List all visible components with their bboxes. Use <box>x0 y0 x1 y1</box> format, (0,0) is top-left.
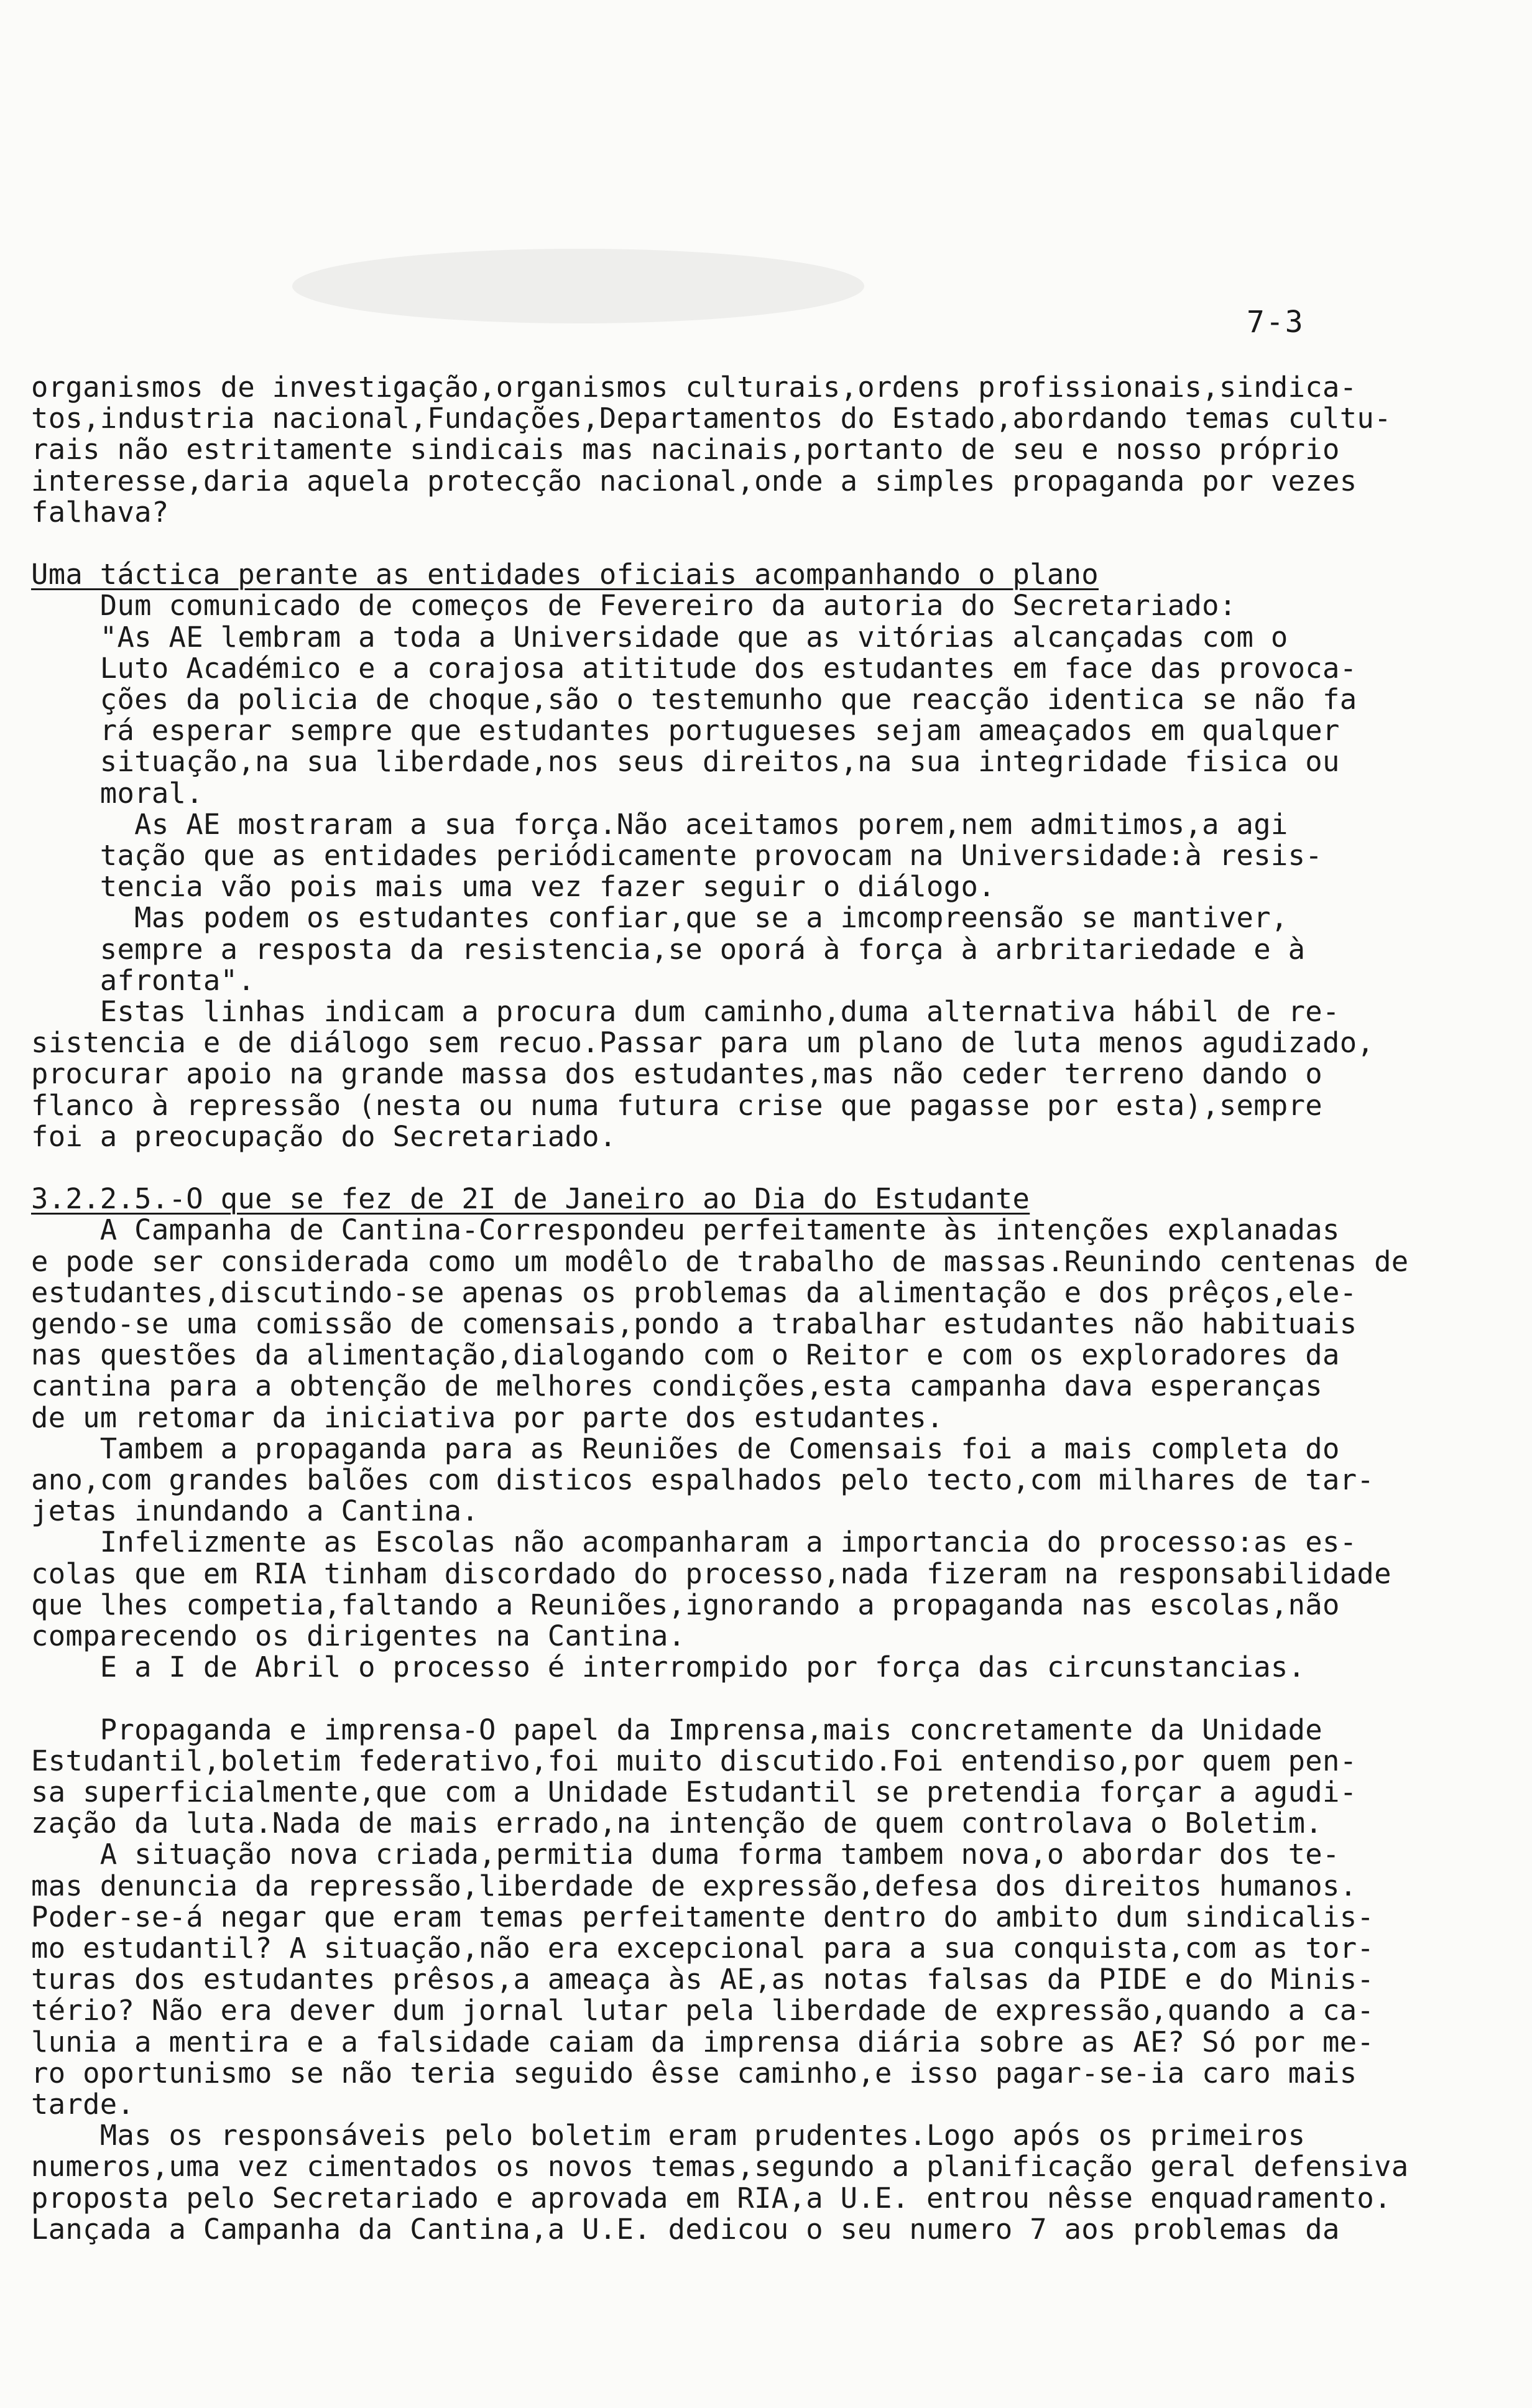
text-line: moral. <box>31 777 203 810</box>
text-line: gendo-se uma comissão de comensais,pondo a trabalhar estudantes não habituais <box>31 1307 1357 1340</box>
text-line: rá esperar sempre que estudantes portugueses sejam ameaçados em qualquer <box>31 714 1340 747</box>
text-line: Dum comunicado de começos de Fevereiro da autoria do Secretariado: <box>31 589 1237 622</box>
page-number: 7-3 <box>1247 305 1304 340</box>
text-line: tencia vão pois mais uma vez fazer seguir o diálogo. <box>31 870 995 903</box>
section-heading: 3.2.2.5.-O que se fez de 2I de Janeiro ao Dia do Estudante <box>31 1182 1030 1215</box>
text-line: Estas linhas indicam a procura dum caminho,duma alternativa hábil de re- <box>31 995 1340 1028</box>
text-line: mo estudantil? A situação,não era excepcional para a sua conquista,com as tor- <box>31 1932 1375 1965</box>
text-line: A Campanha de Cantina-Correspondeu perfeitamente às intenções explanadas <box>31 1213 1340 1246</box>
text-line: nas questões da alimentação,dialogando com o Reitor e com os exploradores da <box>31 1338 1340 1371</box>
text-line: lunia a mentira e a falsidade caiam da imprensa diária sobre as AE? Só por me- <box>31 2026 1375 2058</box>
text-line: sempre a resposta da resistencia,se oporá à força à arbritariedade e à <box>31 933 1306 966</box>
text-line: falhava? <box>31 496 169 529</box>
text-line: que lhes competia,faltando a Reuniões,ignorando a propaganda nas escolas,não <box>31 1588 1340 1621</box>
text-line: de um retomar da iniciativa por parte dos estudantes. <box>31 1401 944 1434</box>
text-line: e pode ser considerada como um modêlo de trabalho de massas.Reunindo centenas de <box>31 1245 1409 1278</box>
text-line: rais não estritamente sindicais mas nacinais,portanto de seu e nosso próprio <box>31 433 1340 466</box>
text-line: sistencia e de diálogo sem recuo.Passar para um plano de luta menos agudizado, <box>31 1026 1375 1059</box>
text-line: Estudantil,boletim federativo,foi muito discutido.Foi entendiso,por quem pen- <box>31 1744 1357 1777</box>
text-line: Tambem a propaganda para as Reuniões de Comensais foi a mais completa do <box>31 1432 1340 1465</box>
text-line: Propaganda e imprensa-O papel da Imprensa,mais concretamente da Unidade <box>31 1713 1322 1746</box>
text-line: procurar apoio na grande massa dos estudantes,mas não ceder terreno dando o <box>31 1057 1322 1090</box>
text-line: sa superficialmente,que com a Unidade Estudantil se pretendia forçar a agudi- <box>31 1776 1357 1808</box>
text-line: Lançada a Campanha da Cantina,a U.E. dedicou o seu numero 7 aos problemas da <box>31 2213 1340 2246</box>
text-line: turas dos estudantes prêsos,a ameaça às AE,as notas falsas da PIDE e do Minis- <box>31 1963 1375 1996</box>
text-line: Mas os responsáveis pelo boletim eram prudentes.Logo após os primeiros <box>31 2119 1306 2152</box>
text-line: ano,com grandes balões com disticos espalhados pelo tecto,com milhares de tar- <box>31 1463 1375 1496</box>
text-line: mas denuncia da repressão,liberdade de expressão,defesa dos direitos humanos. <box>31 1869 1357 1902</box>
text-line: situação,na sua liberdade,nos seus direitos,na sua integridade fisica ou <box>31 745 1340 778</box>
text-line: cantina para a obtenção de melhores condições,esta campanha dava esperanças <box>31 1369 1322 1402</box>
text-line: A situação nova criada,permitia duma forma tambem nova,o abordar dos te- <box>31 1838 1340 1871</box>
text-line: tação que as entidades periódicamente provocam na Universidade:à resis- <box>31 839 1322 872</box>
text-line: foi a preocupação do Secretariado. <box>31 1120 617 1153</box>
text-line: comparecendo os dirigentes na Cantina. <box>31 1619 686 1652</box>
text-line: estudantes,discutindo-se apenas os problemas da alimentação e dos prêços,ele- <box>31 1276 1357 1309</box>
text-line: zação da luta.Nada de mais errado,na intenção de quem controlava o Boletim. <box>31 1807 1322 1840</box>
text-line: interesse,daria aquela protecção nacional,onde a simples propaganda por vezes <box>31 465 1357 498</box>
text-line: numeros,uma vez cimentados os novos temas,segundo a planificação geral defensiva <box>31 2150 1409 2183</box>
text-line: Infelizmente as Escolas não acompanharam a importancia do processo:as es- <box>31 1526 1357 1558</box>
text-line: jetas inundando a Cantina. <box>31 1494 479 1527</box>
text-line: organismos de investigação,organismos culturais,ordens profissionais,sindica- <box>31 371 1357 404</box>
text-line: Luto Académico e a corajosa atititude dos estudantes em face das provoca- <box>31 652 1357 685</box>
text-line: tarde. <box>31 2088 135 2121</box>
text-line: E a I de Abril o processo é interrompido por força das circunstancias. <box>31 1651 1306 1683</box>
section-heading: Uma táctica perante as entidades oficiais acompanhando o plano <box>31 558 1099 591</box>
text-line: Mas podem os estudantes confiar,que se a imcompreensão se mantiver, <box>31 901 1288 934</box>
text-line: afronta". <box>31 964 256 997</box>
text-line: ro oportunismo se não teria seguido êsse caminho,e isso pagar-se-ia caro mais <box>31 2057 1357 2090</box>
text-line: proposta pelo Secretariado e aprovada em RIA,a U.E. entrou nêsse enquadramento. <box>31 2182 1391 2215</box>
text-line: As AE mostraram a sua força.Não aceitamos porem,nem admitimos,a agi <box>31 808 1288 841</box>
text-line: Poder-se-á negar que eram temas perfeitamente dentro do ambito dum sindicalis- <box>31 1901 1375 1933</box>
text-line: ções da policia de choque,são o testemunho que reacção identica se não fa <box>31 683 1357 716</box>
text-line: colas que em RIA tinham discordado do processo,nada fizeram na responsabilidade <box>31 1557 1391 1590</box>
scan-smudge <box>292 249 864 323</box>
text-line: flanco à repressão (nesta ou numa futura crise que pagasse por esta),sempre <box>31 1089 1322 1122</box>
text-line: tos,industria nacional,Fundações,Departamentos do Estado,abordando temas cultu- <box>31 402 1391 435</box>
text-line: tério? Não era dever dum jornal lutar pela liberdade de expressão,quando a ca- <box>31 1994 1375 2027</box>
text-line: "As AE lembram a toda a Universidade que as vitórias alcançadas com o <box>31 621 1288 654</box>
